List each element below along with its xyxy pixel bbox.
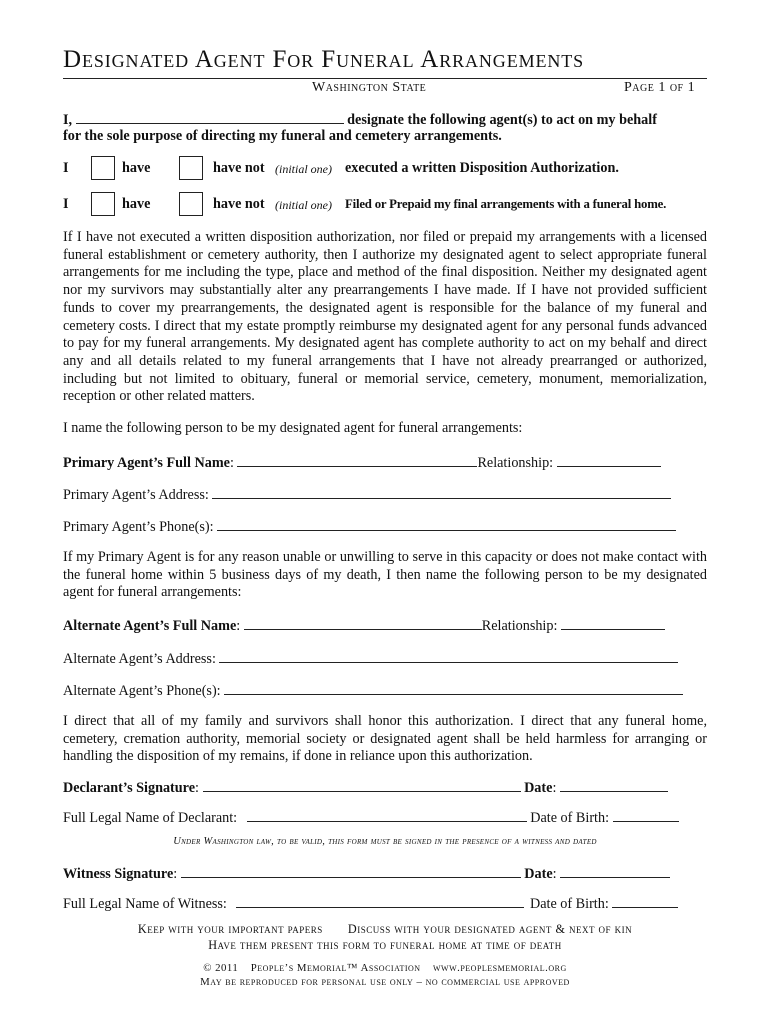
declarant-date-field[interactable]	[560, 778, 668, 792]
witness-date-field[interactable]	[560, 864, 670, 878]
declarant-date-label: Date	[524, 780, 553, 796]
primary-name-label: Primary Agent’s Full Name	[63, 455, 230, 471]
state-label: Washington State	[312, 80, 427, 95]
check-row-1-i: I	[63, 160, 69, 176]
alternate-phone-field[interactable]	[224, 681, 683, 695]
primary-phone-label: Primary Agent’s Phone(s):	[63, 519, 214, 535]
initial-one-note-2: (initial one)	[275, 198, 332, 212]
have-label-1: have	[122, 160, 151, 176]
footer-line-1	[63, 922, 707, 937]
alternate-name-label: Alternate Agent’s Full Name	[63, 618, 237, 634]
have-not-label-1: have not	[213, 160, 265, 176]
prepaid-statement: Filed or Prepaid my final arrangements with a funeral home.	[345, 197, 667, 211]
primary-address-label: Primary Agent’s Address:	[63, 487, 209, 503]
alternate-phone-row	[63, 681, 683, 700]
primary-name-row: Primary Agent’s Full Name: Relationship:	[63, 453, 661, 472]
authorization-paragraph: If I have not executed a written disposition authorization, nor filed or prepaid my arrangements with a licensed funeral establishment or cemetery authority, then I authorize my designated agent to select appropriate funeral arrangements for me including the type, place and method of the final disposition. Neither my designated agent nor my survivors may substantially alter any prearrangements I have made. If I have not provided sufficient funds to cover my prearrangements, the designated agent is responsible for the balance of my funeral and cemetery costs. I direct that my estate promptly reimburse my designated agent for any personal funds advanced to pay for my funeral arrangements. My designated agent has complete authority to act on my behalf and direct any and all details related to my funeral arrangements that I have not already prearranged or authorized, including but not limited to obituary, funeral or memorial service, cemetery, monument, memorialization, reception or other related matters.	[63, 229, 707, 405]
present-form-text: Have them present this form to funeral home at time of death	[208, 938, 562, 952]
name-intro: I name the following person to be my designated agent for funeral arrangements:	[63, 420, 523, 436]
witness-date-label: Date	[524, 866, 553, 882]
hold-harmless-paragraph: I direct that all of my family and survivors shall honor this authorization. I direct that any funeral home, cemetery, cremation authority, memorial society or designated agent shall be held harmless for arranging or handling the disposition of my remains, if done in reliance upon this authorization.	[63, 713, 707, 765]
witness-dob-label: Date of Birth:	[529, 896, 609, 912]
initial-one-note-1: (initial one)	[275, 162, 332, 176]
copyright-line	[63, 962, 707, 974]
declarant-dob-label: Date of Birth:	[530, 810, 610, 826]
disposition-statement: executed a written Disposition Authorization.	[345, 160, 619, 176]
declarant-signature-label: Declarant’s Signature	[63, 780, 196, 796]
alternate-address-label: Alternate Agent’s Address:	[63, 651, 216, 667]
alternate-relationship-label: Relationship:	[481, 618, 558, 634]
organization-url[interactable]: www.peoplesmemorial.org	[432, 962, 567, 974]
have-label-2: have	[122, 196, 151, 212]
form-title: Designated Agent For Funeral Arrangements	[63, 46, 585, 73]
primary-name-field[interactable]	[237, 453, 477, 467]
have-not-initial-box-2[interactable]	[179, 192, 203, 216]
declarant-legal-name-label: Full Legal Name of Declarant:	[63, 810, 238, 826]
primary-phone-field[interactable]	[217, 517, 676, 531]
primary-relationship-label: Relationship:	[477, 455, 554, 471]
copyright-year: 2011	[215, 962, 239, 974]
keep-papers-text: Keep with your important papers	[137, 922, 323, 936]
primary-address-field[interactable]	[212, 485, 671, 499]
designation-line	[63, 110, 657, 129]
declarant-name-line[interactable]	[76, 110, 344, 124]
have-initial-box-1[interactable]	[91, 156, 115, 180]
witness-legal-name-label: Full Legal Name of Witness:	[63, 896, 227, 912]
designation-prefix: I,	[63, 112, 73, 128]
declarant-signature-field[interactable]	[203, 778, 521, 792]
witness-signature-row: Witness Signature: Date:	[63, 864, 670, 883]
title-rule	[63, 78, 707, 79]
alternate-phone-label: Alternate Agent’s Phone(s):	[63, 683, 221, 699]
declarant-signature-row: Declarant’s Signature: Date:	[63, 778, 668, 797]
primary-relationship-field[interactable]	[557, 453, 661, 467]
copyright-symbol: ©	[203, 962, 212, 974]
declarant-dob-field[interactable]	[613, 808, 679, 822]
alternate-intro-paragraph: If my Primary Agent is for any reason unable or unwilling to serve in this capacity or does not make contact with the funeral home within 5 business days of my death, I then name the following person to be my designated agent for funeral arrangements:	[63, 549, 707, 601]
have-initial-box-2[interactable]	[91, 192, 115, 216]
page-number: Page 1 of 1	[624, 80, 696, 95]
organization-name: People’s Memorial™ Association	[250, 962, 421, 974]
designation-text-1: designate the following agent(s) to act on my behalf	[347, 112, 657, 128]
primary-phone-row	[63, 517, 676, 536]
primary-address-row	[63, 485, 671, 504]
alternate-address-row	[63, 649, 678, 668]
witness-name-row	[63, 894, 678, 913]
designation-text-2: for the sole purpose of directing my funeral and cemetery arrangements.	[63, 128, 502, 144]
witness-legal-name-field[interactable]	[236, 894, 524, 908]
witness-signature-label: Witness Signature	[63, 866, 174, 882]
discuss-agent-text: Discuss with your designated agent & next of kin	[347, 922, 633, 936]
have-not-initial-box-1[interactable]	[179, 156, 203, 180]
have-not-label-2: have not	[213, 196, 265, 212]
alternate-address-field[interactable]	[219, 649, 678, 663]
declarant-legal-name-field[interactable]	[247, 808, 527, 822]
witness-notice: Under Washington law, to be valid, this form must be signed in the presence of a witness and dated	[173, 836, 597, 847]
alternate-name-field[interactable]	[244, 616, 482, 630]
witness-dob-field[interactable]	[612, 894, 678, 908]
declarant-name-row	[63, 808, 679, 827]
alternate-relationship-field[interactable]	[561, 616, 665, 630]
witness-signature-field[interactable]	[181, 864, 521, 878]
check-row-2-i: I	[63, 196, 69, 212]
alternate-name-row: Alternate Agent’s Full Name: Relationship:	[63, 616, 665, 635]
reproduction-notice: May be reproduced for personal use only – no commercial use approved	[200, 976, 570, 988]
